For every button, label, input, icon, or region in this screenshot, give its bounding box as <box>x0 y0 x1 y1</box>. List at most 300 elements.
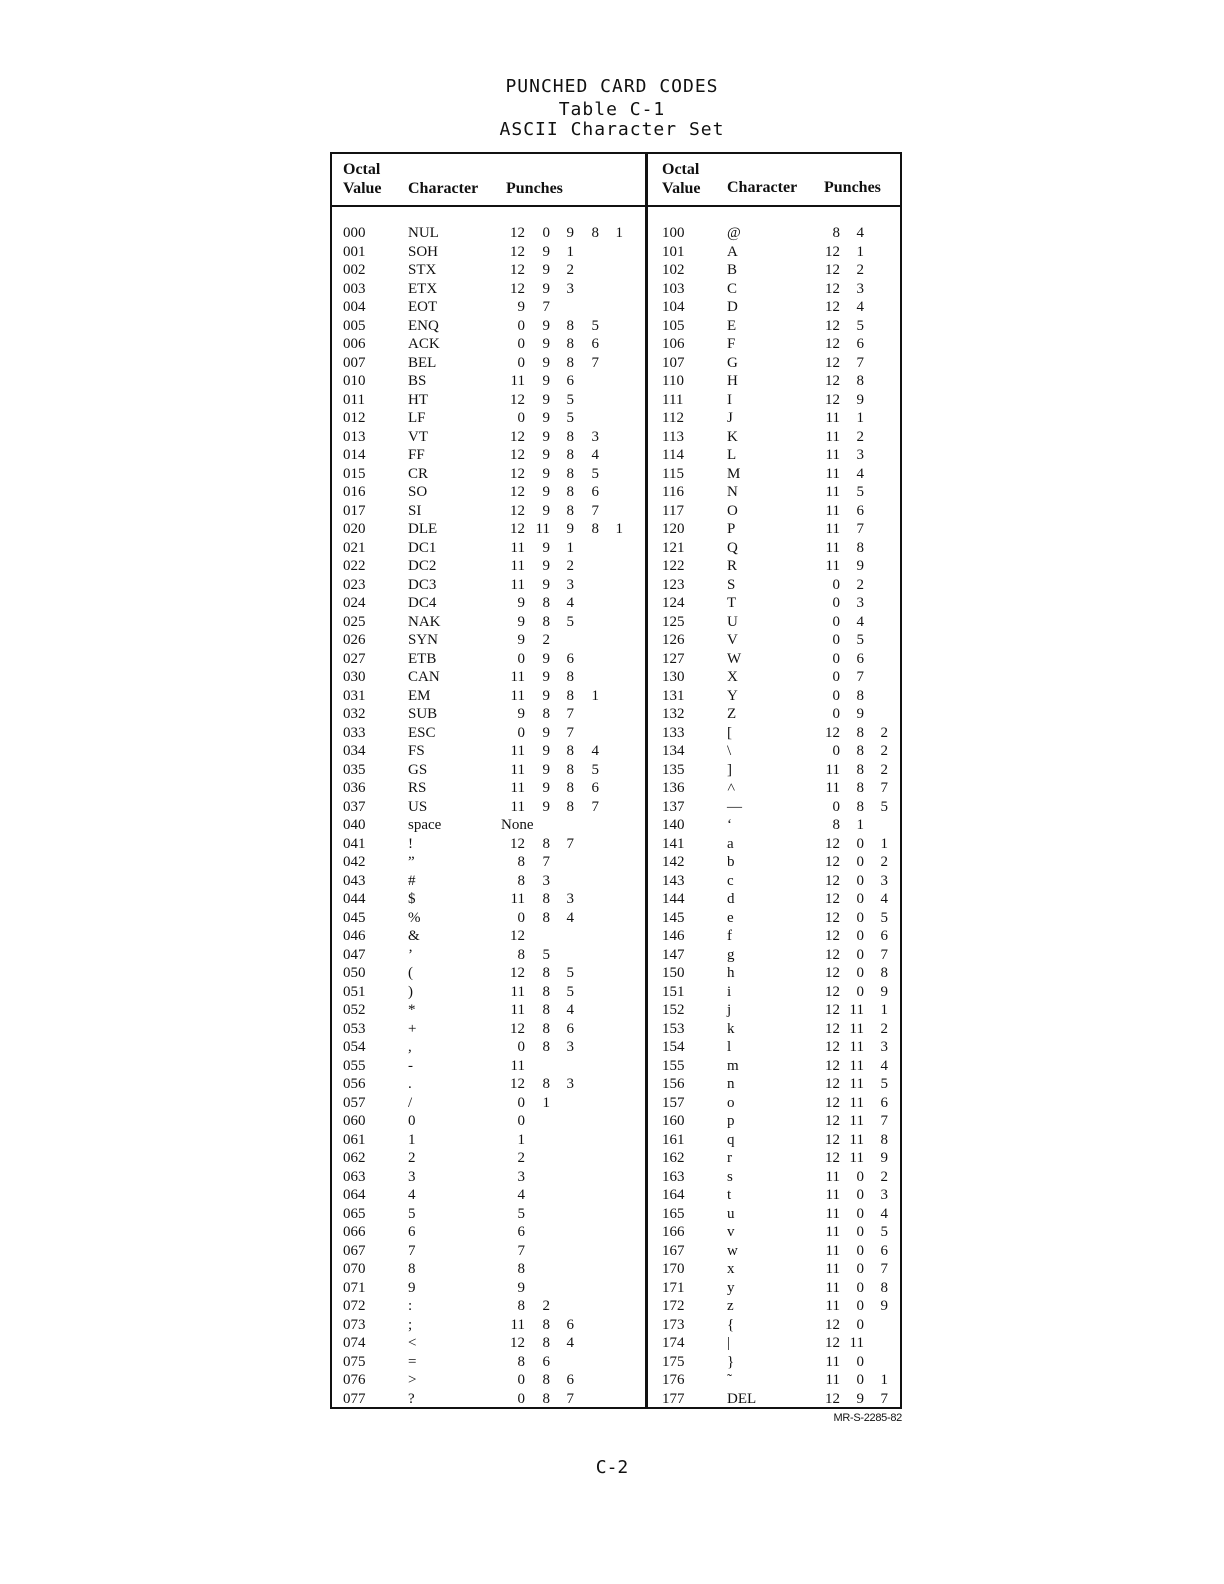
character: * <box>408 1002 416 1018</box>
punch: 9 <box>542 447 550 463</box>
header-punches-right: Punches <box>824 179 881 196</box>
character: ‘ <box>727 817 732 833</box>
character: ACK <box>408 336 440 352</box>
punch: 12 <box>825 1113 840 1129</box>
punch: 12 <box>825 891 840 907</box>
character: d <box>727 891 735 907</box>
octal-value: 173 <box>662 1316 685 1333</box>
punch: 8 <box>542 1039 550 1055</box>
punch: 9 <box>542 373 550 389</box>
header-octal-line1: Octal <box>662 161 700 178</box>
octal-value: 004 <box>343 299 366 315</box>
punch: 6 <box>566 1020 574 1037</box>
punch: 11 <box>825 1279 840 1296</box>
character: + <box>408 1020 417 1037</box>
header-punches-left: Punches <box>506 180 563 197</box>
character: e <box>727 909 734 926</box>
character: 1 <box>408 1131 416 1148</box>
punch: 6 <box>566 1316 574 1333</box>
punch: 9 <box>542 558 550 574</box>
punch: 0 <box>517 410 525 426</box>
punch: 5 <box>566 410 574 426</box>
punch: 12 <box>510 262 525 278</box>
punch: 0 <box>517 1390 525 1407</box>
octal-value: 054 <box>343 1039 366 1055</box>
character: \ <box>727 743 732 759</box>
octal-value: 163 <box>662 1168 685 1185</box>
header-character-right: Character <box>727 179 798 196</box>
punch: 9 <box>542 280 550 297</box>
punch: 9 <box>856 558 864 574</box>
octal-value: 014 <box>343 447 366 463</box>
character: CR <box>408 465 429 482</box>
character: HT <box>408 391 428 408</box>
octal-value: 102 <box>662 262 685 278</box>
octal-value: 045 <box>343 909 366 926</box>
character: - <box>408 1057 413 1074</box>
octal-value: 147 <box>662 946 685 963</box>
punch: 12 <box>510 928 525 944</box>
character: ETX <box>408 280 438 297</box>
punch: 5 <box>856 484 864 500</box>
punch: 11 <box>849 1076 864 1092</box>
octal-value: 064 <box>343 1187 366 1203</box>
octal-value: 136 <box>662 780 685 796</box>
punch: 11 <box>825 502 840 519</box>
punch: 12 <box>825 835 840 852</box>
punch: 12 <box>825 280 840 297</box>
octal-value: 144 <box>662 891 685 907</box>
octal-value: 046 <box>343 928 366 944</box>
punch: 7 <box>566 835 574 852</box>
octal-value: 156 <box>662 1076 685 1092</box>
octal-value: 044 <box>343 891 366 907</box>
character: ˜ <box>727 1372 732 1388</box>
octal-value: 177 <box>662 1390 685 1407</box>
punch: 8 <box>566 669 574 685</box>
punch: 12 <box>825 336 840 352</box>
punch: 1 <box>591 687 599 704</box>
punch: 11 <box>825 521 840 537</box>
punch: 6 <box>856 502 864 519</box>
character: Q <box>727 539 738 556</box>
punch: 8 <box>542 835 550 852</box>
punch: 0 <box>856 928 864 944</box>
punch: 0 <box>856 1242 864 1259</box>
punch-none: None <box>501 817 534 833</box>
punch: 8 <box>832 225 840 241</box>
octal-value: 170 <box>662 1261 685 1277</box>
punch: 6 <box>880 928 888 944</box>
character: SUB <box>408 706 438 722</box>
punch: 12 <box>825 1002 840 1018</box>
punch: 1 <box>880 1002 888 1018</box>
octal-value: 007 <box>343 354 366 371</box>
character: c <box>727 872 734 889</box>
punch: 8 <box>566 336 574 352</box>
octal-value: 151 <box>662 983 685 1000</box>
punch: 0 <box>517 724 525 741</box>
header-octal-left <box>343 160 382 198</box>
octal-value: 075 <box>343 1353 366 1370</box>
punch: 12 <box>825 872 840 889</box>
character: i <box>727 983 732 1000</box>
character: z <box>727 1298 734 1314</box>
punch: 12 <box>825 965 840 981</box>
punch: 11 <box>849 1150 864 1166</box>
character: < <box>408 1335 417 1351</box>
character: } <box>727 1353 735 1370</box>
octal-value: 115 <box>662 465 684 482</box>
punch: 12 <box>510 835 525 852</box>
character: , <box>408 1039 412 1055</box>
octal-value: 024 <box>343 595 366 611</box>
punch: 7 <box>880 1113 888 1129</box>
punch: 12 <box>825 1039 840 1055</box>
punch: 3 <box>880 1039 888 1055</box>
punch: 2 <box>566 262 574 278</box>
punch: 9 <box>517 632 525 648</box>
punch: 9 <box>542 354 550 371</box>
punch: 12 <box>825 1076 840 1092</box>
octal-value: 122 <box>662 558 685 574</box>
octal-value: 025 <box>343 613 366 630</box>
punch: 8 <box>856 743 864 759</box>
octal-value: 123 <box>662 576 685 593</box>
punch: 6 <box>591 780 599 796</box>
punch: 6 <box>591 484 599 500</box>
punch: 9 <box>517 299 525 315</box>
punch: 9 <box>517 1279 525 1296</box>
punch: 8 <box>566 780 574 796</box>
character: n <box>727 1076 735 1092</box>
punch: 8 <box>517 946 525 963</box>
octal-value: 076 <box>343 1372 366 1388</box>
octal-value: 015 <box>343 465 366 482</box>
punch: 8 <box>542 706 550 722</box>
punch: 0 <box>856 835 864 852</box>
character: Z <box>727 706 737 722</box>
character: | <box>727 1335 731 1351</box>
punch: 1 <box>566 539 574 556</box>
column-divider <box>645 152 648 1409</box>
punch: 0 <box>832 743 840 759</box>
punch: 0 <box>856 965 864 981</box>
punch: 0 <box>517 1372 525 1388</box>
octal-value: 162 <box>662 1150 685 1166</box>
octal-value: 150 <box>662 965 685 981</box>
octal-value: 175 <box>662 1353 685 1370</box>
punch: 8 <box>880 1131 888 1148</box>
octal-value: 032 <box>343 706 366 722</box>
punch: 12 <box>825 854 840 870</box>
punch: 11 <box>849 1039 864 1055</box>
octal-value: 053 <box>343 1020 366 1037</box>
octal-value: 047 <box>343 946 366 963</box>
punch: 4 <box>856 225 864 241</box>
punch: 8 <box>517 1298 525 1314</box>
character: X <box>727 669 738 685</box>
octal-value: 134 <box>662 743 685 759</box>
punch: 12 <box>825 1094 840 1111</box>
character: ! <box>408 835 413 852</box>
character: BEL <box>408 354 437 371</box>
punch: 11 <box>825 1224 840 1240</box>
punch: 8 <box>517 1353 525 1370</box>
punch: 12 <box>510 502 525 519</box>
punch: 1 <box>615 225 623 241</box>
punch: 9 <box>542 687 550 704</box>
punch: 6 <box>542 1353 550 1370</box>
character: ” <box>408 854 415 870</box>
character: Y <box>727 687 738 704</box>
punch: 4 <box>856 613 864 630</box>
punch: 12 <box>510 391 525 408</box>
character: U <box>727 613 738 630</box>
punch: 12 <box>825 1150 840 1166</box>
octal-value: 011 <box>343 391 365 408</box>
punch: 2 <box>880 854 888 870</box>
punch: 1 <box>615 521 623 537</box>
punch: 8 <box>566 798 574 815</box>
character: 6 <box>408 1224 416 1240</box>
character: ’ <box>408 946 413 963</box>
character: K <box>727 428 738 445</box>
punch: 12 <box>825 1131 840 1148</box>
octal-value: 031 <box>343 687 366 704</box>
octal-value: 010 <box>343 373 366 389</box>
character: N <box>727 484 738 500</box>
punch: 12 <box>825 1390 840 1407</box>
punch: 8 <box>542 965 550 981</box>
punch: 12 <box>825 928 840 944</box>
punch: 11 <box>510 983 525 1000</box>
punch: 0 <box>856 1316 864 1333</box>
character: M <box>727 465 741 482</box>
punch: 11 <box>825 780 840 796</box>
octal-value: 017 <box>343 502 366 519</box>
punch: 9 <box>517 595 525 611</box>
punch: 11 <box>510 891 525 907</box>
octal-value: 165 <box>662 1205 685 1222</box>
octal-value: 176 <box>662 1372 685 1388</box>
punch: 11 <box>825 558 840 574</box>
punch: 8 <box>591 521 599 537</box>
punch: 4 <box>566 1002 574 1018</box>
punch: 2 <box>566 558 574 574</box>
character: b <box>727 854 735 870</box>
punch: 0 <box>856 1298 864 1314</box>
punch: 3 <box>517 1168 525 1185</box>
table-caption: ASCII Character Set <box>499 119 725 140</box>
punch: 11 <box>535 521 550 537</box>
octal-value: 104 <box>662 299 685 315</box>
punch: 12 <box>825 946 840 963</box>
punch: 0 <box>856 1205 864 1222</box>
octal-value: 012 <box>343 410 366 426</box>
character: o <box>727 1094 735 1111</box>
character: BS <box>408 373 427 389</box>
punch: 11 <box>825 1372 840 1388</box>
punch: 12 <box>825 983 840 1000</box>
punch: 6 <box>880 1242 888 1259</box>
punch: 9 <box>542 761 550 778</box>
punch: 8 <box>856 687 864 704</box>
character: r <box>727 1150 732 1166</box>
punch: 0 <box>856 909 864 926</box>
punch: 7 <box>591 798 599 815</box>
punch: 9 <box>856 706 864 722</box>
punch: 11 <box>825 1298 840 1314</box>
octal-value: 157 <box>662 1094 685 1111</box>
octal-value: 161 <box>662 1131 685 1148</box>
punch: 4 <box>566 1335 574 1351</box>
punch: 12 <box>825 391 840 408</box>
punch: 0 <box>517 650 525 667</box>
character: q <box>727 1131 735 1148</box>
character: C <box>727 280 738 297</box>
character: & <box>408 928 420 944</box>
punch: 11 <box>825 1261 840 1277</box>
character: . <box>408 1076 412 1092</box>
character: CAN <box>408 669 440 685</box>
punch: 3 <box>566 1076 574 1092</box>
punch: 0 <box>832 669 840 685</box>
punch: 12 <box>825 317 840 334</box>
character: FF <box>408 447 425 463</box>
punch: 9 <box>542 502 550 519</box>
header-octal-right <box>662 160 701 198</box>
punch: 8 <box>542 1020 550 1037</box>
character: ( <box>408 965 413 981</box>
punch: 12 <box>825 1020 840 1037</box>
character: P <box>727 521 736 537</box>
character: SO <box>408 484 428 500</box>
octal-value: 006 <box>343 336 366 352</box>
punch: 12 <box>510 1335 525 1351</box>
octal-value: 111 <box>662 391 684 408</box>
punch: 6 <box>856 336 864 352</box>
character: FS <box>408 743 425 759</box>
punch: 0 <box>832 687 840 704</box>
octal-value: 042 <box>343 854 366 870</box>
character: 4 <box>408 1187 416 1203</box>
punch: 9 <box>856 1390 864 1407</box>
punch: 0 <box>542 225 550 241</box>
octal-value: 060 <box>343 1113 366 1129</box>
octal-value: 001 <box>343 243 366 260</box>
octal-value: 077 <box>343 1390 366 1407</box>
punch: 11 <box>849 1057 864 1074</box>
punch: 9 <box>542 391 550 408</box>
punch: 12 <box>825 1316 840 1333</box>
punch: 12 <box>510 280 525 297</box>
character: t <box>727 1187 732 1203</box>
character: R <box>727 558 738 574</box>
punch: 5 <box>566 965 574 981</box>
punch: 0 <box>832 595 840 611</box>
character: p <box>727 1113 735 1129</box>
punch: 8 <box>566 502 574 519</box>
punch: 4 <box>566 909 574 926</box>
punch: 1 <box>856 243 864 260</box>
punch: 3 <box>856 280 864 297</box>
octal-value: 003 <box>343 280 366 297</box>
punch: 0 <box>832 706 840 722</box>
character: S <box>727 576 736 593</box>
punch: 9 <box>566 521 574 537</box>
character: = <box>408 1353 417 1370</box>
punch: 9 <box>542 576 550 593</box>
punch: 3 <box>880 1187 888 1203</box>
punch: 5 <box>880 909 888 926</box>
character: F <box>727 336 736 352</box>
header-octal-line2: Value <box>662 180 701 197</box>
octal-value: 172 <box>662 1298 685 1314</box>
character: J <box>727 410 733 426</box>
punch: 12 <box>510 243 525 260</box>
character: space <box>408 817 442 833</box>
punch: 3 <box>542 872 550 889</box>
punch: 0 <box>517 1094 525 1111</box>
octal-value: 073 <box>343 1316 366 1333</box>
character: % <box>408 909 421 926</box>
character: B <box>727 262 738 278</box>
character: DC3 <box>408 576 437 593</box>
character: m <box>727 1057 739 1074</box>
character: DLE <box>408 521 438 537</box>
punch: 11 <box>825 410 840 426</box>
punch: 8 <box>566 317 574 334</box>
punch: 12 <box>825 1057 840 1074</box>
punch: 0 <box>832 576 840 593</box>
punch: 12 <box>825 262 840 278</box>
punch: 5 <box>591 761 599 778</box>
punch: 11 <box>510 1057 525 1074</box>
punch: 4 <box>880 1057 888 1074</box>
punch: 11 <box>510 576 525 593</box>
octal-value: 016 <box>343 484 366 500</box>
punch: 5 <box>880 1224 888 1240</box>
character: 9 <box>408 1279 416 1296</box>
octal-value: 027 <box>343 650 366 667</box>
punch: 1 <box>856 410 864 426</box>
punch: 2 <box>517 1150 525 1166</box>
punch: 5 <box>880 798 888 815</box>
character: D <box>727 299 738 315</box>
punch: 12 <box>510 521 525 537</box>
octal-value: 100 <box>662 225 685 241</box>
character: 0 <box>408 1113 416 1129</box>
punch: 8 <box>591 225 599 241</box>
character: NUL <box>408 225 439 241</box>
octal-value: 114 <box>662 447 684 463</box>
punch: 0 <box>856 1279 864 1296</box>
punch: 4 <box>517 1187 525 1203</box>
character: 7 <box>408 1242 416 1259</box>
punch: 0 <box>856 1372 864 1388</box>
punch: 11 <box>510 743 525 759</box>
character: GS <box>408 761 428 778</box>
character: ETB <box>408 650 437 667</box>
character: w <box>727 1242 738 1259</box>
punch: 11 <box>510 1316 525 1333</box>
punch: 12 <box>510 428 525 445</box>
character: { <box>727 1316 735 1333</box>
punch: 3 <box>566 891 574 907</box>
octal-value: 130 <box>662 669 685 685</box>
punch: 11 <box>825 1168 840 1185</box>
